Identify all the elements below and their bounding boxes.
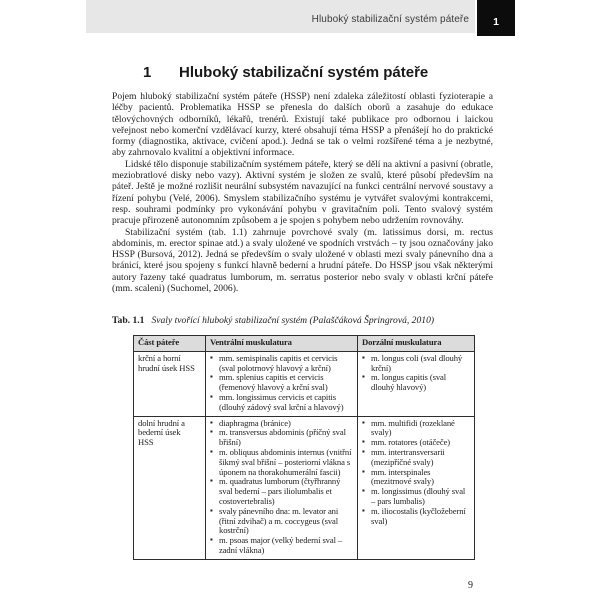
spine-part-cell: dolní hrudní a bederní úsek HSS [134,416,206,559]
table-row [134,351,475,416]
table-block [112,315,493,560]
dorsal-cell [358,351,475,416]
muscle-item: ▪ mm. semispinalis capitis et cervicis (sval polotrnový hlavový a krční) [210,354,354,374]
muscle-item: ▪ mm. rotatores (otáčeče) [362,438,471,448]
muscle-item: ▪ mm. interspinales (mezitrnové svaly) [362,468,471,488]
column-header-dorsal: Dorzální muskulatura [358,336,475,352]
chapter-number-badge [477,0,515,36]
running-header-title: Hluboký stabilizační systém páteře [311,14,469,25]
muscle-item: ▪ mm. longissimus cervicis et capitis (dlouhý zádový sval krční a hlavový) [210,393,354,413]
muscle-item: ▪ diaphragma (bránice) [210,419,354,429]
muscle-item: ▪ mm. multifidi (rozeklané svaly) [362,419,471,439]
muscle-item: ▪ m. transversus abdominis (příčný sval břišní) [210,428,354,448]
muscle-item: ▪ mm. intertransversarii (mezipříčné svaly) [362,448,471,468]
chapter-heading [143,64,428,81]
ventral-cell [206,416,358,559]
table-caption-text: Svaly tvořící hluboký stabilizační systém (Palaščáková Špringrová, 2010) [151,315,435,326]
page-number: 9 [468,580,473,591]
muscles-table [133,335,475,560]
muscle-item: ▪ m. quadratus lumborum (čtyřhranný sval bederní – pars iliolumbalis et costovertebralis) [210,477,354,506]
muscle-item: ▪ m. psoas major (velký bederní sval – zadní vlákna) [210,536,354,556]
dorsal-cell [358,416,475,559]
chapter-title: Hluboký stabilizační systém páteře [179,64,429,81]
muscle-item: ▪ svaly pánevního dna: m. levator ani (řitní zdvihač) a m. coccygeus (sval kostrční) [210,507,354,536]
muscle-item: ▪ m. iliocostalis (kyčložeberní sval) [362,507,471,527]
muscle-item: ▪ mm. splenius capitis et cervicis (řemenový hlavový a krční sval) [210,373,354,393]
ventral-cell [206,351,358,416]
paragraph-2: Lidské tělo disponuje stabilizačním systémem páteře, který se dělí na aktivní a pasivní (obratle, meziobratlové disky nebo vazy). Aktivní systém je složen ze svalů, které působí především na páteř. Ještě je možné rozlišit neurální subsystém navazující na funkci centrální nervové soustavy a řízení pohybu (Velé, 2006). Smyslem stabilizačního systému je vytvářet svalovými kontrakcemi, resp. souhrami podmínky pro vykonávání pohybu v gravitačním poli. Tento svalový systém pracuje přirozeně autonomním způsobem a je spojen s pohybem nebo udržením rovnováhy. [112,158,493,227]
table-caption-label: Tab. 1.1 [112,315,145,326]
chapter-number: 1 [143,64,152,81]
table-caption [112,315,493,327]
paragraph-3: Stabilizační systém (tab. 1.1) zahrnuje povrchové svaly (m. latissimus dorsi, m. rectus abdominis, m. erector spinae atd.) a svaly uložené ve spodních vrstvách – ty jsou označovány jako HSSP (Bursová, 2012). Jedná se především o svaly uložené v oblasti mezi svaly pánevního dna a bránicí, které jsou spojeny s funkcí hlavně bederní a hrudní páteře. Do HSSP jsou však některými autory řazeny také quadratus lumborum, m. serratus posterior nebo svaly v oblasti krční páteře (mm. scaleni) (Suchomel, 2006). [112,226,493,295]
column-header-part: Část páteře [134,336,206,352]
body-text [112,91,493,294]
muscle-item: ▪ m. longus coli (sval dlouhý krční) [362,354,471,374]
table-header-row [134,336,475,352]
paragraph-1: Pojem hluboký stabilizační systém páteře (HSSP) není zdaleka záležitostí oblasti fyzioterapie a léčby pacientů. Problematika HSSP se přenesla do dalších oborů a zasahuje do edukace tělovýchovných odborníků, lékařů, trenérů. Existují také publikace pro odbornou i laickou veřejnost nebo komerční vzdělávací kurzy, které obsahují téma HSSP a přenášejí ho do praktické formy (diagnostika, aktivace, cvičení apod.). Jedná se tak o velmi rozšířené téma a je nezbytné, aby zahrnovalo kvalitní a objektivní informace. [112,91,493,159]
muscle-item: ▪ m. obliquus abdominis internus (vnitřní šikmý sval břišní – posteriorní vlákna s úponem na thorakohumerální fascii) [210,448,354,477]
table-row [134,416,475,559]
running-header-band [86,0,475,33]
column-header-ventral: Ventrální muskulatura [206,336,358,352]
chapter-badge-number: 1 [493,15,499,28]
muscle-item: ▪ m. longissimus (dlouhý sval – pars lumbalis) [362,487,471,507]
spine-part-cell: krční a horní hrudní úsek HSS [134,351,206,416]
muscle-item: ▪ m. longus capitis (sval dlouhý hlavový) [362,373,471,393]
